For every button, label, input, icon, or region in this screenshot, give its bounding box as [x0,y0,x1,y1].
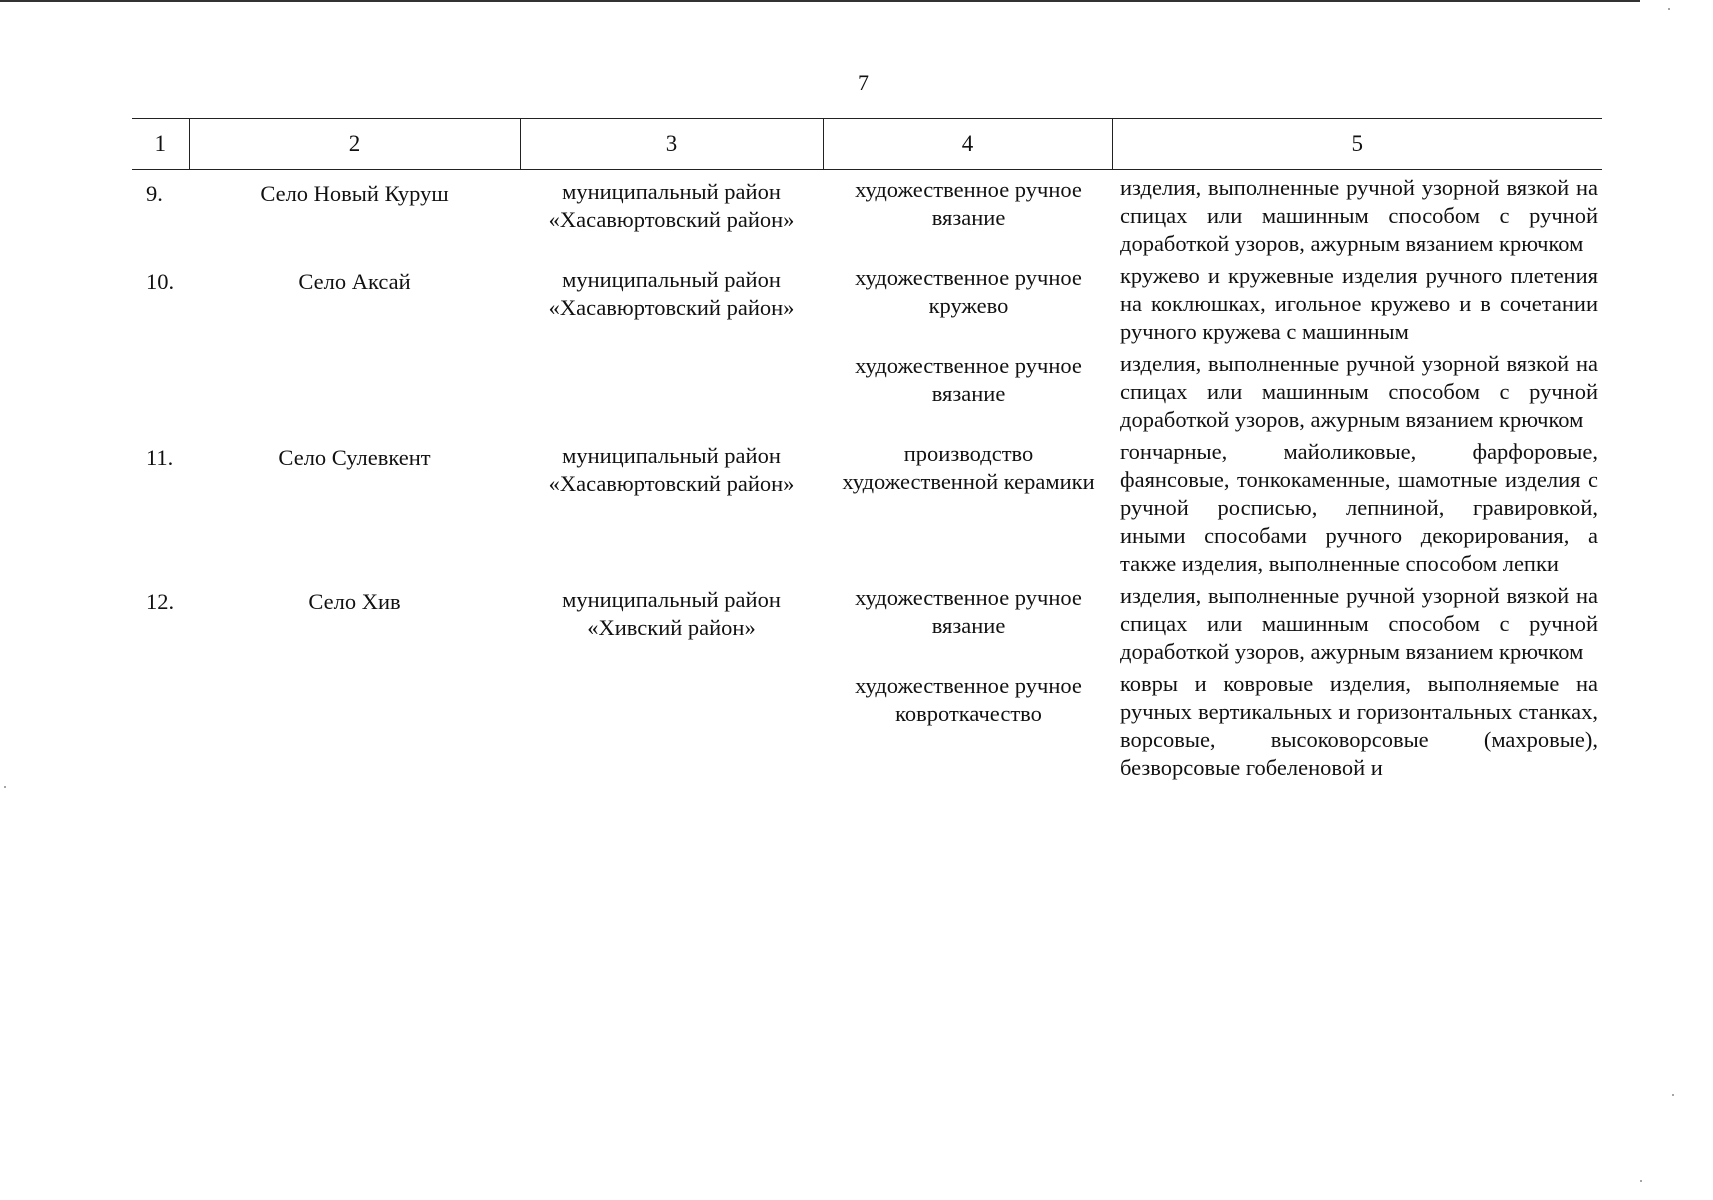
empty-cell [520,346,823,434]
table-row-continuation [132,346,1602,434]
table-row [132,578,1602,666]
craft-description: изделия, выполненные ручной узорной вязкой на спицах или машинным способом с ручной доработкой узоров, ажурным вязанием крючком [1120,175,1598,256]
empty-cell [189,346,520,434]
craft-type: художественное ручное вязание [855,177,1082,230]
top-scan-rule [0,0,1640,2]
settlement-name: Село Новый Куруш [260,181,449,206]
craft-description: ковры и ковровые изделия, выполняемые на ручных вертикальных и горизонтальных станках, ворсовые, высоковорсовые (махровые), безворсовые гобеленовой и [1120,671,1598,780]
district-name: муниципальный район «Хасавюртовский район» [548,179,795,232]
craft-type: художественное ручное ковроткачество [855,673,1082,726]
craft-description: изделия, выполненные ручной узорной вязкой на спицах или машинным способом с ручной доработкой узоров, ажурным вязанием крючком [1120,583,1598,664]
scan-speck [4,786,6,788]
column-header-5: 5 [1112,119,1602,170]
district-name: муниципальный район «Хивский район» [562,587,781,640]
craft-description: изделия, выполненные ручной узорной вязкой на спицах или машинным способом с ручной доработкой узоров, ажурным вязанием крючком [1120,351,1598,432]
row-number: 11. [146,445,174,470]
craft-type: художественное ручное кружево [855,265,1082,318]
craft-type: художественное ручное вязание [855,353,1082,406]
scan-speck [1640,1180,1642,1182]
table-row [132,434,1602,578]
column-header-4: 4 [823,119,1112,170]
column-header-3: 3 [520,119,823,170]
table-header-row [132,119,1602,170]
scan-speck [1668,8,1670,10]
settlement-name: Село Хив [308,589,401,614]
scan-speck [1672,1094,1674,1096]
row-number: 12. [146,589,175,614]
table-row [132,170,1602,259]
page-number: 7 [858,70,869,95]
district-name: муниципальный район «Хасавюртовский район» [548,443,795,496]
table-row-continuation [132,666,1602,782]
empty-cell [189,666,520,782]
empty-cell [520,666,823,782]
settlement-name: Село Аксай [298,269,411,294]
craft-type: производство художественной керамики [842,441,1095,494]
empty-cell [132,346,189,434]
district-name: муниципальный район «Хасавюртовский район» [548,267,795,320]
craft-type: художественное ручное вязание [855,585,1082,638]
settlements-table [132,118,1602,782]
column-header-1: 1 [132,119,189,170]
row-number: 9. [146,181,163,206]
settlement-name: Село Сулевкент [278,445,431,470]
column-header-2: 2 [189,119,520,170]
row-number: 10. [146,269,175,294]
empty-cell [132,666,189,782]
craft-description: гончарные, майоликовые, фарфоровые, фаянсовые, тонкокаменные, шамотные изделия с ручной росписью, лепниной, гравировкой, иными способами ручного декорирования, а также изделия, выполненные способом лепки [1120,439,1598,576]
craft-description: кружево и кружевные изделия ручного плетения на коклюшках, игольное кружево и в сочетании ручного кружева с машинным [1120,263,1598,344]
table-row [132,258,1602,346]
